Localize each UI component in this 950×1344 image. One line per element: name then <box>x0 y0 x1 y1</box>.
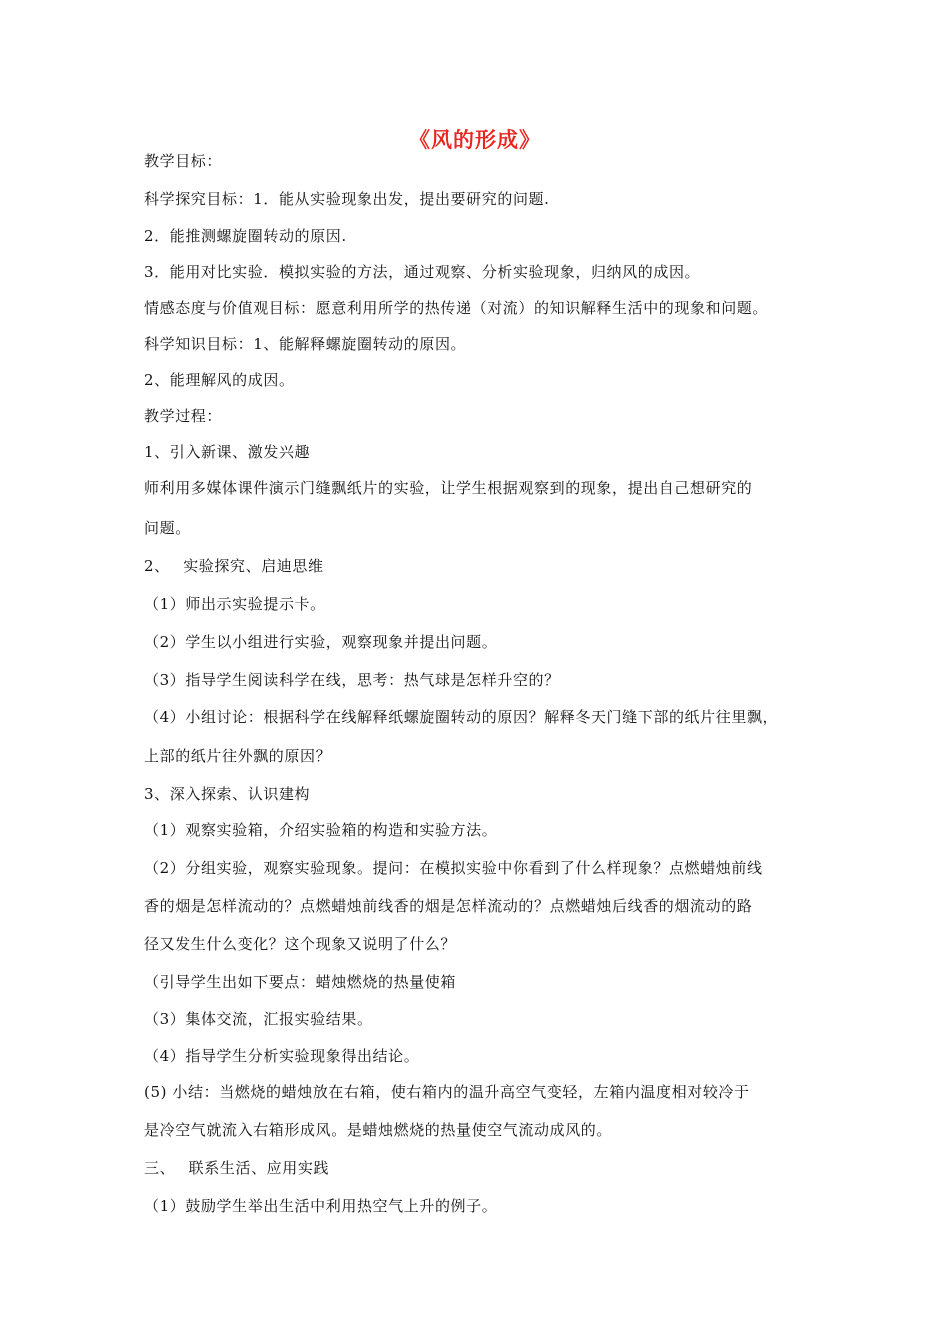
body-line: 香的烟是怎样流动的？点燃蜡烛前线香的烟是怎样流动的？点燃蜡烛后线香的烟流动的路 <box>144 897 753 915</box>
body-line: 上部的纸片往外飘的原因？ <box>144 747 332 765</box>
body-line: （1）观察实验箱，介绍实验箱的构造和实验方法。 <box>144 821 498 839</box>
body-line: 问题。 <box>144 519 191 537</box>
body-line: （4）指导学生分析实验现象得出结论。 <box>144 1047 420 1065</box>
body-line: 科学探究目标：1．能从实验现象出发，提出要研究的问题. <box>144 190 550 208</box>
body-line: 3、深入探索、认识建构 <box>144 785 311 803</box>
body-line: 是冷空气就流入右箱形成风。是蜡烛燃烧的热量使空气流动成风的。 <box>144 1121 613 1139</box>
body-line: 3．能用对比实验．模拟实验的方法，通过观察、分析实验现象，归纳风的成因。 <box>144 263 701 281</box>
body-line: 教学目标： <box>144 152 223 170</box>
body-line: (5) 小结：当燃烧的蜡烛放在右箱，使右箱内的温升高空气变轻，左箱内温度相对较冷于 <box>144 1083 750 1101</box>
body-line: 2．能推测螺旋圈转动的原因. <box>144 227 347 245</box>
body-line: （3）指导学生阅读科学在线，思考：热气球是怎样升空的？ <box>144 671 560 689</box>
body-line: 2、能理解风的成因。 <box>144 371 295 389</box>
body-line: （3）集体交流，汇报实验结果。 <box>144 1010 373 1028</box>
body-line: 1、引入新课、激发兴趣 <box>144 443 311 461</box>
body-line: 径又发生什么变化？这个现象又说明了什么？ <box>144 935 457 953</box>
body-line: 情感态度与价值观目标：愿意利用所学的热传递（对流）的知识解释生活中的现象和问题。 <box>144 299 769 317</box>
document-title: 《风的形成》 <box>409 128 541 152</box>
body-line: （2）学生以小组进行实验，观察现象并提出问题。 <box>144 633 498 651</box>
body-line: 2、 实验探究、启迪思维 <box>144 557 324 575</box>
body-line: （2）分组实验，观察实验现象。提问：在模拟实验中你看到了什么样现象？点燃蜡烛前线 <box>144 859 763 877</box>
body-line: （1）鼓励学生举出生活中利用热空气上升的例子。 <box>144 1197 498 1215</box>
body-line: 三、 联系生活、应用实践 <box>144 1159 330 1177</box>
body-line: 教学过程： <box>144 407 223 425</box>
body-line: 科学知识目标：1、能解释螺旋圈转动的原因。 <box>144 335 467 353</box>
body-line: （1）师出示实验提示卡。 <box>144 595 326 613</box>
body-line: （引导学生出如下要点：蜡烛燃烧的热量使箱 <box>144 973 457 991</box>
body-line: 师利用多媒体课件演示门缝飘纸片的实验，让学生根据观察到的现象，提出自己想研究的 <box>144 479 753 497</box>
body-line: （4）小组讨论：根据科学在线解释纸螺旋圈转动的原因？解释冬天门缝下部的纸片往里飘， <box>144 708 779 726</box>
